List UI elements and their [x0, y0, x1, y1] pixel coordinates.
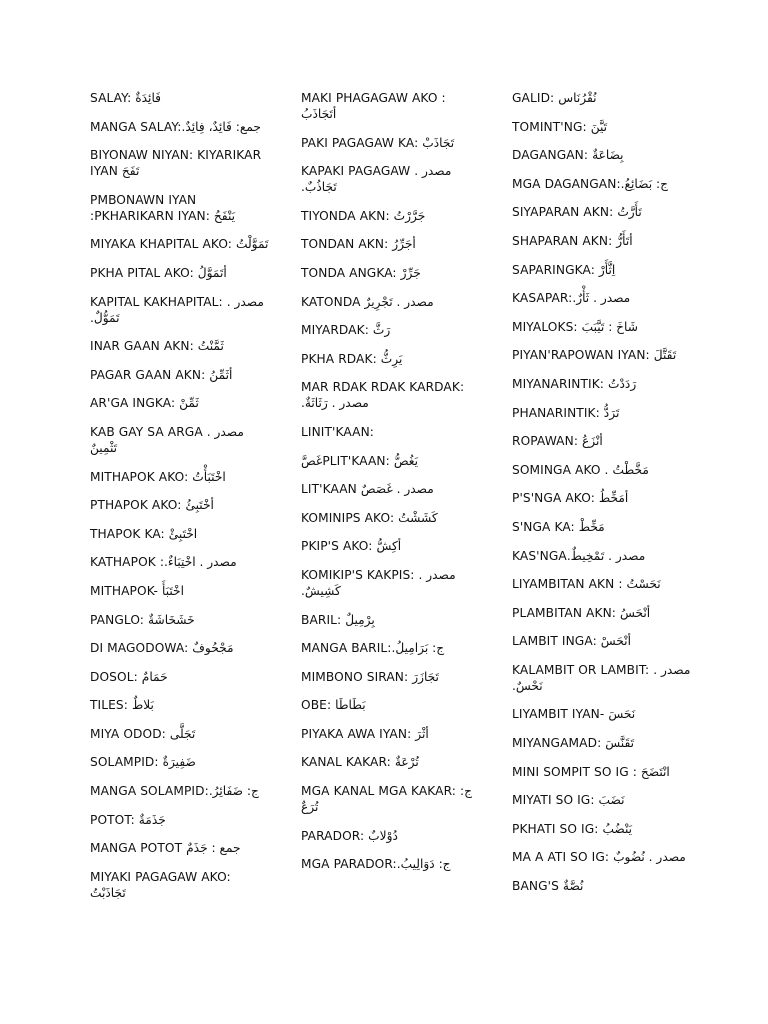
- entry: [90, 119, 270, 135]
- entry: [90, 424, 270, 456]
- arabic-gloss: اخْتَبَأَ: [161, 583, 184, 598]
- arabic-gloss: أثْرَ: [415, 726, 429, 741]
- headword: MAKI PHAGAGAW AKO :: [301, 91, 446, 105]
- arabic-gloss: جمع: فَائِدٌ، فِائِدٌ.: [181, 119, 261, 134]
- entry: [90, 583, 270, 599]
- entry: [90, 294, 270, 326]
- arabic-gloss: نُقْرُنَاس: [558, 91, 597, 105]
- entry: [90, 90, 270, 106]
- arabic-gloss: خَشَخَاشَةٌ: [147, 612, 195, 627]
- entry: [512, 119, 692, 135]
- arabic-gloss: نَضَبَ: [598, 793, 625, 808]
- entry: [301, 322, 481, 338]
- entry: [301, 163, 481, 195]
- entry: [301, 208, 481, 224]
- headword: KOMIKIP'S KAKPIS:: [301, 567, 419, 582]
- arabic-gloss: تَجَاذَبْتُ: [90, 885, 126, 900]
- arabic-gloss: مصدر . تَمَوُّلٌ.: [90, 294, 264, 325]
- arabic-gloss: يَرِثُّ: [380, 351, 403, 366]
- arabic-gloss: تَجَازَرَ: [412, 669, 439, 684]
- arabic-gloss: مصدر . تَجْرِيرٌ: [364, 294, 434, 309]
- arabic-gloss: اخْتَبِئْ: [168, 526, 198, 541]
- entry: [512, 262, 692, 278]
- headword: LIYAMBIT IYAN-: [512, 707, 609, 722]
- entry: [512, 490, 692, 506]
- arabic-gloss: كَشَشْتُ: [398, 510, 438, 525]
- headword: KAPAKI PAGAGAW: [301, 164, 415, 179]
- arabic-gloss: شَاخَ : تَيَّبَبَ: [581, 319, 638, 334]
- entry: [90, 395, 270, 411]
- arabic-gloss: تَفَحَ: [121, 164, 140, 179]
- column-1: [90, 90, 270, 913]
- arabic-gloss: تَيَّنَ: [590, 119, 608, 134]
- column-3: [512, 90, 692, 907]
- entry: [90, 726, 270, 742]
- entry: [90, 640, 270, 656]
- entry: [90, 367, 270, 383]
- arabic-gloss: رَثَّ: [372, 323, 391, 338]
- arabic-gloss: مصدر . نُضُوبٌ: [613, 850, 686, 865]
- arabic-gloss: مصدر . ثَأْرٌ.: [572, 291, 631, 306]
- headword: MITHAPOK-: [90, 583, 162, 598]
- entry: [301, 856, 481, 872]
- entry: [301, 424, 481, 440]
- headword: PKHA PITAL AKO:: [90, 265, 198, 280]
- headword: LINIT'KAAN:: [301, 424, 375, 439]
- headword: KANAL KAKAR:: [301, 755, 395, 770]
- entry: [90, 812, 270, 828]
- arabic-gloss: اخْتَبَأْتُ: [192, 469, 226, 484]
- entry: [512, 347, 692, 363]
- entry: [512, 735, 692, 751]
- headword: PKHATI SO IG:: [512, 821, 603, 836]
- headword: TOMINT'NG:: [512, 119, 591, 134]
- headword: KOMINIPS AKO:: [301, 510, 399, 525]
- headword: MGA DAGANGAN:: [512, 176, 621, 191]
- arabic-gloss: تَأَرَّتُ: [617, 205, 642, 220]
- entry: [512, 376, 692, 392]
- headword: KALAMBIT OR LAMBIT:: [512, 662, 654, 677]
- headword: MGA PARADOR:: [301, 857, 397, 872]
- entry: [301, 453, 481, 469]
- arabic-gloss: يَنْضُبُ: [602, 821, 633, 836]
- arabic-gloss: تَرَدُّ: [603, 405, 620, 420]
- entry: [301, 612, 481, 628]
- entry: [90, 338, 270, 354]
- entry: [301, 265, 481, 281]
- entry: [512, 204, 692, 220]
- headword: MINI SOMPIT SO IG :: [512, 764, 641, 779]
- entry: [90, 526, 270, 542]
- headword: SHAPARAN AKN:: [512, 233, 617, 248]
- arabic-gloss: ج: بَرَامِيلُ.: [391, 641, 445, 656]
- arabic-gloss: مَخِّطْ: [578, 519, 605, 534]
- arabic-gloss: فَائِدَةٌ: [135, 91, 161, 105]
- headword: PANGLO:: [90, 612, 148, 627]
- headword: DOSOL:: [90, 669, 142, 684]
- entry: [301, 640, 481, 656]
- arabic-gloss: دُوْلابٌ: [368, 828, 398, 843]
- entry: [90, 469, 270, 485]
- entry: [512, 548, 692, 564]
- arabic-gloss: ج: تُرَعٌ: [301, 784, 472, 815]
- entry: [301, 135, 481, 151]
- headword: MGA KANAL MGA KAKAR:: [301, 784, 460, 799]
- entry: [512, 90, 692, 106]
- headword: MITHAPOK AKO:: [90, 469, 193, 484]
- headword: KAB GAY SA ARGA: [90, 424, 207, 439]
- headword: BIYONAW NIYAN: KIYARIKAR IYAN: [90, 148, 262, 179]
- arabic-gloss: أنْحَسُ: [619, 605, 651, 620]
- arabic-gloss: مصدر . غَصَصٌ: [360, 482, 434, 497]
- headword: MIMBONO SIRAN:: [301, 669, 413, 684]
- entry: [512, 821, 692, 837]
- headword: TONDA ANGKA:: [301, 265, 401, 280]
- entry: [90, 669, 270, 685]
- entry: [512, 706, 692, 722]
- headword: BARIL:: [301, 612, 346, 627]
- arabic-gloss: مَجْحُوفٌ: [192, 641, 234, 656]
- arabic-gloss: جَذَمَةٌ: [138, 812, 166, 827]
- entry: [301, 351, 481, 367]
- headword: PARADOR:: [301, 828, 369, 843]
- headword: MANGA POTOT: [90, 841, 187, 856]
- headword: PKIP'S AKO:: [301, 539, 377, 554]
- entry: [301, 510, 481, 526]
- arabic-gloss: مصدر . تَجَاذُبٌ.: [301, 164, 452, 195]
- arabic-gloss: تُرْعَةٌ: [394, 755, 419, 770]
- headword: MIYANARINTIK:: [512, 376, 608, 391]
- arabic-gloss: أمَخِّطُ: [598, 491, 629, 506]
- headword: POTOT:: [90, 812, 139, 827]
- headword: KAPITAL KAKHAPITAL:: [90, 294, 227, 309]
- arabic-gloss: انْتَضَحَ: [640, 764, 670, 779]
- headword: MIYARDAK:: [301, 323, 373, 338]
- headword: TONDAN AKN:: [301, 237, 393, 252]
- headword: KATONDA: [301, 294, 365, 309]
- entry: [512, 433, 692, 449]
- entry: [301, 669, 481, 685]
- headword: BANG'S: [512, 879, 563, 894]
- headword: MIYALOKS:: [512, 319, 582, 334]
- arabic-gloss: نَحَسَ: [608, 707, 636, 722]
- arabic-gloss: بِضَاعَةٌ: [592, 148, 624, 163]
- arabic-gloss: ثَمِّنْ: [179, 396, 199, 411]
- headword: غَصَّ: [301, 453, 323, 468]
- entry: [90, 265, 270, 281]
- arabic-gloss: مصدر . رَثَاثَةٌ.: [301, 396, 369, 411]
- arabic-gloss: ضَفِيرَةٌ: [162, 755, 196, 770]
- arabic-gloss: نُصَّةٌ: [562, 879, 584, 894]
- arabic-gloss: جمع : جَذَمٌ: [186, 841, 241, 856]
- headword: MAR RDAK RDAK KARDAK:: [301, 380, 465, 395]
- entry: [512, 576, 692, 592]
- arabic-gloss: أجَرِّرُ: [392, 237, 416, 252]
- headword: MIYAKI PAGAGAW AKO:: [90, 869, 231, 884]
- headword: OBE:: [301, 698, 336, 713]
- headword: SOMINGA AKO .: [512, 462, 613, 477]
- entry: [512, 792, 692, 808]
- entry: [512, 290, 692, 306]
- arabic-gloss: اِثَّأَرْ: [598, 262, 616, 277]
- arabic-gloss: مصدر . نَحْسٌ.: [512, 662, 691, 693]
- arabic-gloss: جَرَّرْتُ: [393, 208, 426, 223]
- entry: [301, 754, 481, 770]
- arabic-gloss: أثَمِّنُ: [209, 367, 233, 382]
- entry: [512, 849, 692, 865]
- headword: AR'GA INGKA:: [90, 396, 180, 411]
- entry: [512, 878, 692, 894]
- arabic-gloss: مصدر . اخْتِبَاءٌ.: [164, 555, 237, 570]
- headword: MANGA BARIL:: [301, 641, 392, 656]
- headword: INAR GAAN AKN:: [90, 339, 198, 354]
- entry: [90, 783, 270, 799]
- headword: P'S'NGA AKO:: [512, 491, 599, 506]
- entry: [512, 519, 692, 535]
- headword: PHANARINTIK:: [512, 405, 604, 420]
- headword: ROPAWAN:: [512, 434, 583, 449]
- headword: PTHAPOK AKO:: [90, 498, 186, 513]
- entry: [301, 726, 481, 742]
- entry: [512, 462, 692, 478]
- headword: LAMBIT INGA:: [512, 634, 601, 649]
- entry: [301, 538, 481, 554]
- headword: SIYAPARAN AKN:: [512, 205, 618, 220]
- arabic-gloss: مصدر . تَثْمِينٌ: [90, 424, 244, 455]
- headword: PAKI PAGAGAW KA:: [301, 135, 423, 150]
- arabic-gloss: رَدَدْتُ: [608, 376, 637, 391]
- headword: KAS'NGA: [512, 548, 567, 563]
- headword: GALID:: [512, 91, 559, 105]
- arabic-gloss: أنْحَسْ: [600, 634, 631, 649]
- headword: PIYAN'RAPOWAN IYAN:: [512, 348, 654, 363]
- arabic-gloss: ج: دَوَالِيبُ.: [396, 857, 451, 872]
- arabic-gloss: أتَأَرُّ: [616, 233, 633, 248]
- headword: KASAPAR:: [512, 291, 573, 306]
- arabic-gloss: مَخَّطْتُ: [612, 462, 649, 477]
- entry: [301, 783, 481, 815]
- entry: [512, 176, 692, 192]
- headword: TILES:: [90, 698, 132, 713]
- entry: [512, 605, 692, 621]
- arabic-gloss: مصدر . كَشِيشٌ.: [301, 567, 456, 598]
- entry: [301, 828, 481, 844]
- headword: PKHA RDAK:: [301, 351, 381, 366]
- arabic-gloss: أخْتَبِئُ: [185, 498, 214, 513]
- entry: [512, 147, 692, 163]
- arabic-gloss: حَمَامٌ: [141, 669, 168, 684]
- arabic-gloss: أتَمَوَّلُ: [197, 265, 227, 280]
- headword: KATHAPOK :: [90, 555, 165, 570]
- entry: [90, 192, 270, 224]
- column-2: [301, 90, 481, 885]
- arabic-gloss: تَجَاذَبْ: [422, 135, 455, 150]
- entry: [90, 840, 270, 856]
- entry: [301, 567, 481, 599]
- arabic-gloss: جَرِّرْ: [400, 265, 421, 280]
- headword: MANGA SALAY:: [90, 119, 182, 134]
- arabic-gloss: بِرْمِيلٌ: [345, 612, 375, 627]
- arabic-gloss: ج: ضَفَائِرُ.: [208, 784, 259, 799]
- arabic-gloss: تَجَلَّى: [169, 726, 196, 741]
- entry: [301, 90, 481, 122]
- headword: SAPARINGKA:: [512, 262, 599, 277]
- arabic-gloss: تَقَنَّسَ: [605, 736, 635, 751]
- headword: PIYAKA AWA IYAN:: [301, 726, 416, 741]
- headword: DAGANGAN:: [512, 148, 593, 163]
- entry: [301, 236, 481, 252]
- headword: THAPOK KA:: [90, 526, 169, 541]
- arabic-gloss: مصدر . تَمْخِيطٌ.: [566, 548, 646, 563]
- arabic-gloss: أتَجَاذَبُ: [301, 107, 337, 121]
- arabic-gloss: بَلاطٌ: [131, 698, 154, 713]
- arabic-gloss: بَطَاطَا: [335, 698, 366, 713]
- headword: PLAMBITAN AKN:: [512, 605, 620, 620]
- headword: MANGA SOLAMPID:: [90, 784, 209, 799]
- arabic-gloss: أنْزَعُ: [582, 434, 603, 449]
- headword: SALAY:: [90, 91, 136, 105]
- headword: TIYONDA AKN:: [301, 208, 394, 223]
- entry: [301, 697, 481, 713]
- headword: PMBONAWN IYAN :PKHARIKARN IYAN:: [90, 192, 214, 223]
- arabic-gloss: أكِشُّ: [376, 539, 402, 554]
- entry: [512, 633, 692, 649]
- arabic-gloss: PLIT'KAAN: يَغُصُّ: [322, 453, 419, 468]
- entry: [301, 379, 481, 411]
- entry: [512, 662, 692, 694]
- arabic-gloss: تَقَتَّلَ: [653, 348, 677, 363]
- entry: [90, 612, 270, 628]
- entry: [512, 233, 692, 249]
- entry: [90, 754, 270, 770]
- arabic-gloss: نَحَسْتُ: [626, 577, 661, 592]
- arabic-gloss: يَنْفَحُ: [213, 208, 236, 223]
- entry: [90, 869, 270, 901]
- entry: [301, 294, 481, 310]
- headword: LIYAMBITAN AKN :: [512, 577, 627, 592]
- headword: MA A ATI SO IG:: [512, 850, 614, 865]
- headword: MIYAKA KHAPITAL AKO:: [90, 237, 236, 252]
- entry: [90, 554, 270, 570]
- entry: [301, 481, 481, 497]
- entry: [512, 764, 692, 780]
- entry: [90, 147, 270, 179]
- headword: MIYANGAMAD:: [512, 736, 606, 751]
- headword: MIYA ODOD:: [90, 726, 170, 741]
- arabic-gloss: ثَمَّنْتُ: [197, 339, 224, 354]
- headword: MIYATI SO IG:: [512, 793, 599, 808]
- headword: PAGAR GAAN AKN:: [90, 367, 210, 382]
- headword: DI MAGODOWA:: [90, 641, 193, 656]
- entry: [512, 405, 692, 421]
- arabic-gloss: ج: بَضَائِعُ.: [620, 176, 668, 191]
- entry: [90, 697, 270, 713]
- headword: S'NGA KA:: [512, 519, 579, 534]
- entry: [90, 497, 270, 513]
- headword: SOLAMPID:: [90, 755, 163, 770]
- arabic-gloss: تَمَوَّلْتُ: [236, 237, 269, 252]
- headword: LIT'KAAN: [301, 482, 361, 497]
- entry: [512, 319, 692, 335]
- entry: [90, 236, 270, 252]
